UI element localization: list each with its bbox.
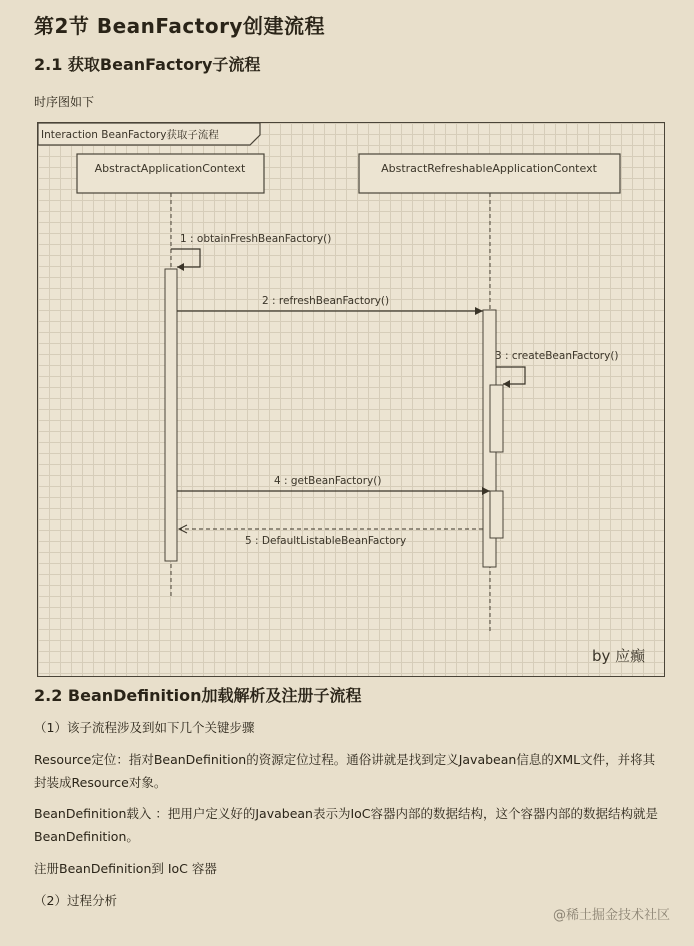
activation-right-get bbox=[490, 491, 503, 538]
frame-label: Interaction BeanFactory获取子流程 bbox=[41, 129, 219, 141]
signature: by 应癫 bbox=[592, 647, 646, 665]
lifeline-label-right: AbstractRefreshableApplicationContext bbox=[381, 162, 597, 175]
message-3-arrow bbox=[496, 367, 525, 384]
section-title: 第2节 BeanFactory创建流程 bbox=[34, 14, 325, 38]
subsection-title-2: 2.2 BeanDefinition加载解析及注册子流程 bbox=[34, 686, 362, 705]
activation-left bbox=[165, 269, 177, 561]
sequence-diagram bbox=[37, 122, 665, 677]
loading-paragraph: BeanDefinition载入 ：把用户定义好的Javabean表示为IoC容器内部的数据结构，这个容器内部的数据结构就是BeanDefinition。 bbox=[34, 806, 659, 844]
resource-paragraph: Resource定位：指对BeanDefinition的资源定位过程。通俗讲就是找到定义Javabean信息的XML文件，并将其封装成Resource对象。 bbox=[34, 752, 656, 790]
message-3-label: 3 : createBeanFactory() bbox=[495, 350, 619, 362]
message-3-arrowhead bbox=[503, 380, 510, 388]
message-2-arrowhead bbox=[475, 307, 483, 315]
message-1-arrowhead bbox=[177, 263, 184, 271]
message-4-label: 4 : getBeanFactory() bbox=[274, 475, 382, 487]
watermark: @稀土掘金技术社区 bbox=[552, 908, 670, 923]
steps-heading: （1）该子流程涉及到如下几个关键步骤 bbox=[34, 720, 255, 735]
intro-text: 时序图如下 bbox=[34, 95, 95, 109]
message-1-label: 1 : obtainFreshBeanFactory() bbox=[180, 233, 332, 245]
activation-right-create bbox=[490, 385, 503, 452]
register-paragraph: 注册BeanDefinition到 IoC 容器 bbox=[34, 861, 217, 876]
message-5-label: 5 : DefaultListableBeanFactory bbox=[245, 535, 407, 547]
analysis-heading: （2）过程分析 bbox=[34, 893, 117, 908]
subsection-title: 2.1 获取BeanFactory子流程 bbox=[34, 55, 261, 74]
sequence-diagram-svg bbox=[38, 123, 666, 678]
lifeline-label-left: AbstractApplicationContext bbox=[94, 162, 246, 175]
message-1-arrow bbox=[171, 249, 200, 267]
message-2-label: 2 : refreshBeanFactory() bbox=[262, 295, 390, 307]
